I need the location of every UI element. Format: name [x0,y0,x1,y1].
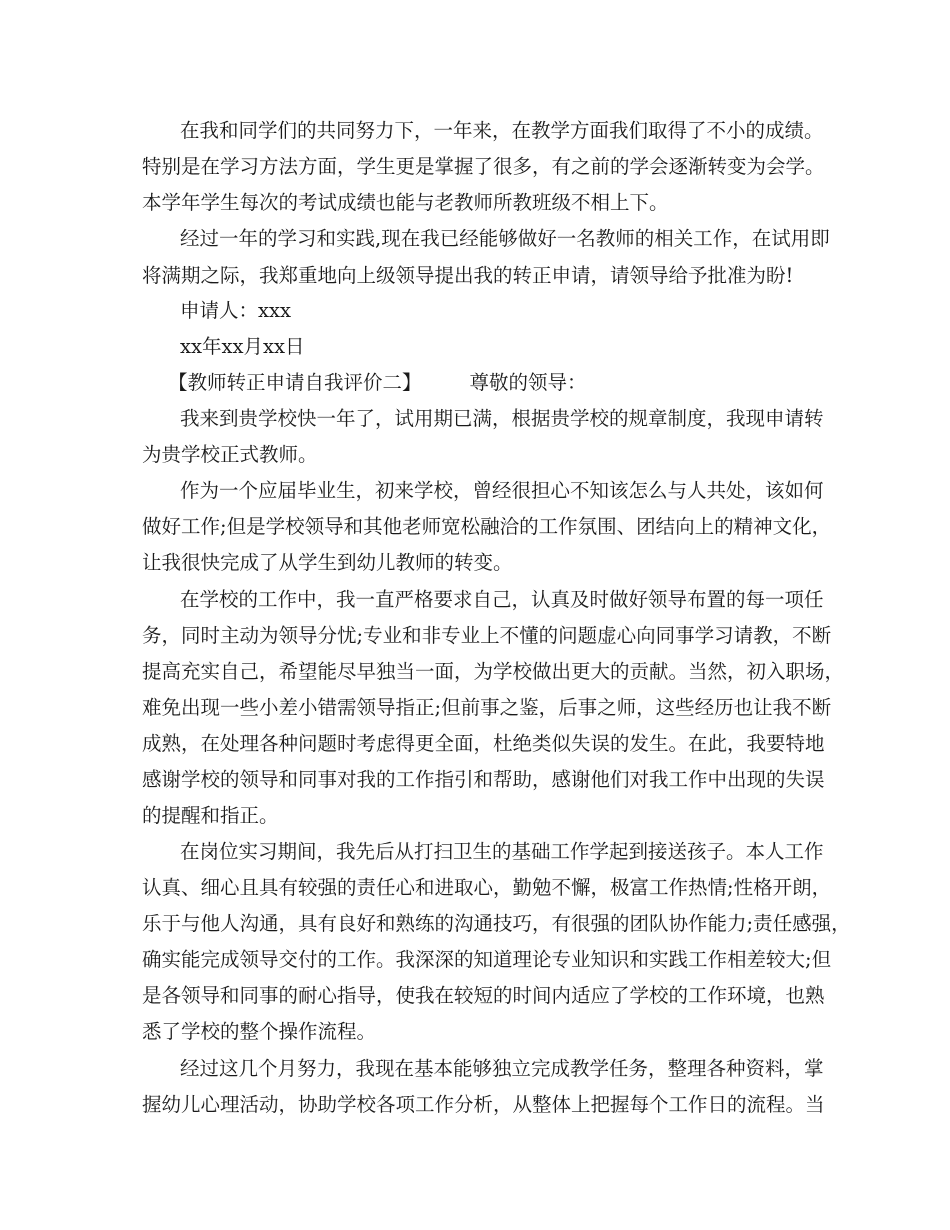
text-line: 乐于与他人沟通，具有良好和熟练的沟通技巧，有很强的团队协作能力;责任感强， [142,912,851,935]
section-heading-line [0,366,950,400]
text-line: 认真、细心且具有较强的责任心和进取心，勤勉不懈，极富工作热情;性格开朗， [142,876,832,899]
text-line: 感谢学校的领导和同事对我的工作指引和帮助，感谢他们对我工作中出现的失误 [142,768,825,791]
text-line: 确实能完成领导交付的工作。我深深的知道理论专业知识和实践工作相差较大;但 [142,948,832,971]
text-line: 将满期之际，我郑重地向上级领导提出我的转正申请，请领导给予批准为盼! [142,264,794,287]
text-line: 经过这几个月努力，我现在基本能够独立完成教学任务，整理各种资料，掌 [180,1057,824,1080]
text-line: 是各领导和同事的耐心指导，使我在较短的时间内适应了学校的工作环境，也熟 [142,984,825,1007]
text-line: 的提醒和指正。 [142,804,279,827]
text-line: 本学年学生每次的考试成绩也能与老教师所教班级不相上下。 [142,191,669,214]
text-line: 难免出现一些小差小错需领导指正;但前事之鉴，后事之师，这些经历也让我不断 [142,696,832,719]
text-line: 作为一个应届毕业生，初来学校，曾经很担心不知该怎么与人共处，该如何 [180,479,824,502]
text-line: 悉了学校的整个操作流程。 [142,1020,377,1043]
text-line: 提高充实自己，希望能尽早独当一面，为学校做出更大的贡献。当然，初入职场， [142,660,845,683]
text-line: 特别是在学习方法方面，学生更是掌握了很多，有之前的学会逐渐转变为会学。 [142,155,825,178]
applicant-signature: 申请人：xxx [180,299,291,322]
text-line: 为贵学校正式教师。 [142,443,318,466]
text-line: 让我很快完成了从学生到幼儿教师的转变。 [142,551,513,574]
salutation: 尊敬的领导： [469,371,587,394]
text-line: 我来到贵学校快一年了，试用期已满，根据贵学校的规章制度，我现申请转 [180,407,824,430]
text-line: 握幼儿心理活动，协助学校各项工作分析，从整体上把握每个工作日的流程。当 [142,1093,825,1116]
text-line: 在岗位实习期间，我先后从打扫卫生的基础工作学起到接送孩子。本人工作 [180,840,824,863]
section-heading: 【教师转正申请自我评价二】 [168,371,422,394]
text-line: 在学校的工作中，我一直严格要求自己，认真及时做好领导布置的每一项任 [180,588,824,611]
text-line: 在我和同学们的共同努力下，一年来，在教学方面我们取得了不小的成绩。 [180,119,824,142]
text-line: 做好工作;但是学校领导和其他老师宽松融洽的工作氛围、团结向上的精神文化， [142,515,832,538]
text-line: 经过一年的学习和实践,现在我已经能够做好一名教师的相关工作，在试用即 [180,227,830,250]
text-line: 成熟，在处理各种问题时考虑得更全面，杜绝类似失误的发生。在此，我要特地 [142,732,825,755]
text-line: 务，同时主动为领导分忧;专业和非专业上不懂的问题虚心向同事学习请教，不断 [142,624,832,647]
application-date: xx年xx月xx日 [180,335,305,358]
